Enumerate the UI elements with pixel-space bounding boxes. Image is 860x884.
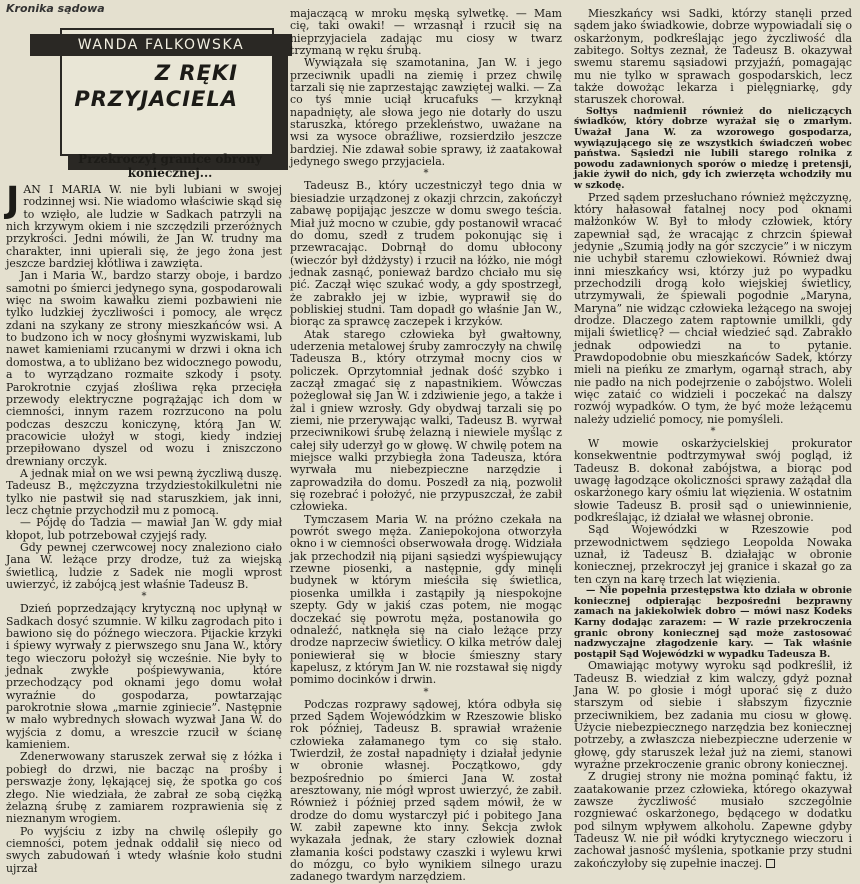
- paragraph: Jan i Maria W., bardzo starzy oboje, i bardzo samotni po śmierci jedynego syna, gospodarowali więc na swoim kawałku ziemi pozbawieni nie tylko ludzkiej życzliwości i pomocy, ale wręcz zdani na szykany ze strony mieszkańców wsi. A to budzono ich w nocy głośnymi wyzwiskami, lub nawet kamieniami rzucanymi w drzwi i okna ich domostwa, a to ubliżano bez widocznego powodu, a to wyrządzano rozmaite szkody i psoty. Parokrotnie czyjaś złośliwa ręka przecięła przewody elektryczne pogrążając ich dom w ciemności, innym razem rozrzucono na polu podczas deszczu koniczynę, którą Jan W. pracowicie ułożył w stogi, kiedy indziej przepiłowano dyszel od wozu i zniszczono drewniany orczyk.: [6, 269, 282, 468]
- paragraph-small: — Nie popełnia przestępstwa kto działa w obronie koniecznej odpierając bezpośredni bezprawny zamach na jakiekolwiek dobro — mówi nasz Kodeks Karny dodając zarazem: — W razie przekroczenia granic obrony koniecznej sąd może zastosować nadzwyczajne złagodzenie kary. — Tak właśnie postąpił Sąd Wojewódzki w wypadku Tadeusza B.: [574, 585, 852, 660]
- paragraph: Tymczasem Maria W. na próżno czekała na powrót swego męża. Zaniepokojona otworzyła okno i w ciemności obserwowała drogę. Widziała jak przechodził nią pijani sąsiedzi wyśpiewujący rzewne piosenki, a następnie, gdy minęli budynek w którym mieściła się świetlica, piosenka umilkła i zastąpiły ją niespokojne szepty. Gdy w jakiś czas potem, nie mogąc doczekać się powrotu męża, postanowiła go odnaleźć, natknęła się na ciało leżące przy drodze naprzeciw świetlicy. O kilka metrów dalej poniewierał się w błocie śmieszny stary kapelusz, z którym Jan W. nie rozstawał się nigdy pomimo docinków i drwin.: [290, 512, 562, 687]
- section-break-star: *: [710, 426, 716, 438]
- paragraph: Zdenerwowany staruszek zerwał się z łóżka i pobiegł do drzwi, nie bacząc na prośby i perswazje żony, lękającej się, że spotka go coś złego. Nie wiedziała, że zabrał ze sobą ciężką żelazną śrubę z zamiarem rozprawienia się z nieznanym wrogiem.: [6, 750, 282, 826]
- paragraph: Mieszkańcy wsi Sadki, którzy stanęli przed sądem jako świadkowie, dobrze wypowiadali się o oskarżonym, podkreślając jego życzliwość dla zabitego. Sołtys zeznał, że Tadeusz B. okazywał swemu staremu sąsiadowi przyjaźń, pomagając mu nie tylko w sprawach gospodarskich, lecz także dowożąc lekarza i pielęgniarkę, gdy staruszek chorował.: [574, 7, 852, 107]
- section-title: Kronika sądowa: [6, 2, 105, 15]
- paragraph: JAN I MARIA W. nie byli lubiani w swojej rodzinnej wsi. Nie wiadomo właściwie skąd się to wzięło, ale ludzie w Sadkach patrzyli na nich krzywym okiem i nie szczędzili przeróżnych przykrości. Jedni mówili, że Jan W. trudny ma charakter, inni upierali się, że jego żona jest jeszcze bardziej kłótliwa i zawzięta.: [6, 180, 282, 271]
- headline-line-1: Z RĘKI: [154, 61, 238, 85]
- column-3: [574, 7, 852, 870]
- paragraph: Dzień poprzedzający krytyczną noc upłynął w Sadkach dosyć szumnie. W kilku zagrodach pito i bawiono się do późnego wieczora. Pijackie krzyki i śpiewy wyrwały z pierwszego snu Jana W., który tego wieczoru położył się wcześnie. Nie były to jednak zwykłe pośpiewywania, które przechodzący pod oknami jego domu wołał wyraźnie do gospodarza, powtarzając parokrotnie słowa „marnie zginiecie”. Następnie w mało wybrednych słowach wyzwał Jana W. do wyjścia z domu, a wreszcie rzucił w ścianę kamieniem.: [6, 602, 282, 752]
- author-name: WANDA FALKOWSKA: [30, 34, 292, 56]
- paragraph: Tadeusz B., który uczestniczył tego dnia w biesiadzie urządzonej z okazji chrzcin, zakończył zabawę popijając jeszcze w domu swego teścia. Miał już mocno w czubie, gdy postanowił wracać do domu, szedł z trudem pokonując się i przewracając. Dobrnął do domu ubłocony (wieczór był dżdżysty) i rzucił na łóżko, nie mógł jednak zasnąć, ponieważ bardzo chciało mu się pić. Zaczął więc szukać wody, a gdy spostrzegł, że zabrakło jej w izbie, wyprawił się do pobliskiej studni. Tam dopadł go właśnie Jan W., biorąc za sprawcę zaczepek i krzyków.: [290, 179, 562, 329]
- paragraph: Po wyjściu z izby na chwilę oślepiły go ciemności, potem jednak oddalił się nieco od swych zabudowań i wtedy właśnie koło studni ujrzał: [6, 824, 282, 875]
- section-break-star: *: [423, 686, 429, 698]
- paragraph: A jednak miał on we wsi pewną życzliwą duszę. Tadeusz B., mężczyzna trzydziestokilkuletni nie tylko nie pastwił się nad staruszkiem, jak inni, lecz chętnie przychodził mu z pomocą.: [6, 466, 282, 517]
- section-break-star: *: [423, 168, 429, 180]
- paragraph: Przed sądem przesłuchano również mężczyznę, który hałasował fatalnej nocy pod oknami małżonków W. Był to młody człowiek, który zapewniał sąd, że wracając z chrzcin śpiewał jedynie „Szumią jodły na gór szczycie” i w niczym nie uchybił staremu człowiekowi. Również dwaj inni mieszkańcy wsi, którzy już po wypadku przechodzili drogą koło wiejskiej świetlicy, utrzymywali, że śpiewali pogodnie „Maryna, Maryna” nie widząc człowieka leżącego na swojej drodze. Dlaczego zatem raptownie umilkli, gdy mijali świetlicę? — chciał wiedzieć sąd. Zabrakło jednak odpowiedzi na to pytanie. Prawdopodobnie obu mieszkańców Sadek, którzy mieli na pieńku ze zmarłym, ogarnął strach, aby nie padło na nich podejrzenie o zabójstwo. Woleli więc zataić co widzieli i poczekać na dalszy rozwój wypadków. O tym, że być może leżącemu należy udzielić pomocy, nie pomyśleli.: [574, 190, 852, 426]
- paragraph: Atak starego człowieka był gwałtowny, uderzenia metalowej śruby zamroczyły na chwilę Tadeusza B., który otrzymał mocny cios w policzek. Oprzytomniał jednak dość szybko i zaczął zmagać się z napastnikiem. Wówczas pożeglował się Jan W. i zdziwienie jego, a także i żal i gniew wzrosły. Gdy obydwaj tarzali się po ziemi, nie przerywając walki, Tadeusz B. wyrwał przeciwnikowi śrubę żelazną i niewiele myśląc z całej siły uderzył go w głowę. W chwilę potem na miejsce walki przybiegła żona Tadeusza, która wyrwała mu niebezpieczne narzędzie i zaprowadziła do domu. Poszedł za nią, pozwolił się rozebrać i położyć, nie przypuszczał, że zabił człowieka.: [290, 327, 562, 514]
- paragraph: — Pójdę do Tadzia — mawiał Jan W. gdy miał kłopot, lub potrzebował czyjejś rady.: [6, 516, 282, 542]
- end-mark-icon: [766, 859, 775, 868]
- paragraph: Podczas rozprawy sądowej, która odbyła się przed Sądem Wojewódzkim w Rzeszowie blisko rok później, Tadeusz B. sprawiał wrażenie człowieka załamanego tym co się stało. Twierdził, że został napadnięty i działał jedynie w obronie własnej. Początkowo, gdy bezpośrednio po śmierci Jana W. został aresztowany, nie mógł wprost uwierzyć, że zabił. Również i później przed sądem mówił, że w drodze do domu wystarczył pić i pobitego Jana W. zabił zapewne kto inny. Sekcja zwłok wykazała jednak, że stary człowiek doznał złamania kości podstawy czaszki i wylewu krwi do mózgu, co było wynikiem silnego urazu zadanego twardym narzędziem.: [290, 697, 562, 884]
- paragraph: Sąd Wojewódzki w Rzeszowie pod przewodnictwem sędziego Leopolda Nowaka uznał, iż Tadeusz B. działając w obronie koniecznej, przekroczył jej granice i skazał go za ten czyn na karę trzech lat więzienia.: [574, 523, 852, 586]
- headline: [58, 60, 298, 112]
- paragraph: Omawiając motywy wyroku sąd podkreślił, iż Tadeusz B. wiedział z kim walczy, gdyż poznał Jana W. po głosie i mógł uporać się z dużo starszym od siebie i słabszym fizycznie przeciwnikiem, bez zadania mu ciosu w głowę. Użycie niebezpiecznego narzędzia bez koniecznej potrzeby, a zwłaszcza niebezpieczne uderzenie w głowę, gdy staruszek leżał już na ziemi, stanowi wyraźne przekroczenie granic obrony koniecznej.: [574, 659, 852, 772]
- paragraph: W mowie oskarżycielskiej prokurator konsekwentnie podtrzymywał swój pogląd, iż Tadeusz B. dokonał zabójstwa, a biorąc pod uwagę łagodzące okoliczności sprawy zażądał dla oskarżonego kary ośmiu lat więzienia. W ostatnim słowie Tadeusz B. prosił sąd o uniewinnienie, podkreślając, iż działał we własnej obronie.: [574, 437, 852, 525]
- paragraph: majaczącą w mroku męską sylwetkę. — Mam cię, taki owaki! — wrzasnął i rzucił się na nieprzyjaciela zadając mu ciosy w twarz trzymaną w ręku śrubą.: [290, 7, 562, 58]
- paragraph-small: Sołtys nadmienił również do nieliczących świadków, który dobrze wyrażał się o zmarłym. Uważał Jana W. za wzorowego gospodarza, wywiązującego się ze wszystkich świadczeń wobec państwa. Sąsiedzi nie lubili starego rolnika z powodu zadawnionych sporów o miedzę i pretensji, jakie żywił do nich, gdy ich zwierzęta wchodziły mu w szkodę.: [574, 105, 852, 191]
- subheadline: Przekroczył granice obrony koniecznej...: [78, 152, 262, 180]
- drop-cap: J: [6, 180, 20, 221]
- headline-line-2: PRZYJACIELA: [74, 87, 238, 111]
- column-2: [290, 7, 562, 884]
- paragraph: Z drugiej strony nie można pominąć faktu, iż zaatakowanie przez człowieka, którego okazywał zawsze życzliwość musiało szczególnie rozgniewać oskarżonego, będącego w dodatku pod silnym wpływem alkoholu. Zapewne gdyby Tadeusz W. nie pił wódki krytycznego wieczoru i zachował jasność myślenia, spotkanie przy studni zakończyłoby się zupełnie inaczej.: [574, 770, 852, 870]
- paragraph: Gdy pewnej czerwcowej nocy znaleziono ciało Jana W. leżące przy drodze, tuż za wiejską świetlicą, ludzie z Sadek nie mogli wprost uwierzyć, iż zabójcą jest właśnie Tadeusz B.: [6, 540, 282, 591]
- section-break-star: *: [141, 591, 147, 603]
- column-1: [6, 180, 282, 875]
- paragraph: Wywiązała się szamotanina, Jan W. i jego przeciwnik upadli na ziemię i przez chwilę tarzali się nie zaprzestając zawziętej walki. — Za co tyś mnie uciął krucafuks — krzyknął napadnięty, ale słowa jego nie dotarły do uszu staruszka, którego przekleństwo, uważane na wsi za wysoce obraźliwe, rozsierdziło jeszcze bardziej. Nie zdawał sobie sprawy, iż zaatakował jedynego swego przyjaciela.: [290, 56, 562, 169]
